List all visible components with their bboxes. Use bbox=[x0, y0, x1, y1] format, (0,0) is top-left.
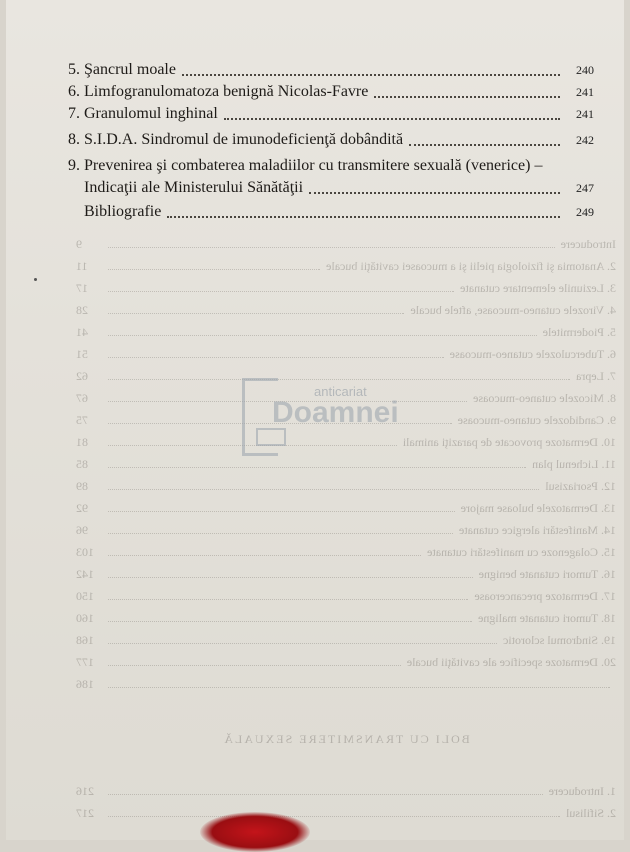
book-icon bbox=[256, 428, 286, 446]
toc-entry-title: 7. Granulomul inghinal bbox=[68, 105, 218, 122]
ghost-line bbox=[76, 252, 616, 274]
ghost-leader-dots bbox=[108, 291, 454, 292]
ghost-leader-dots bbox=[108, 269, 320, 270]
ghost-line bbox=[76, 516, 616, 538]
red-object bbox=[200, 812, 310, 852]
toc-entry-title-line1: 9. Prevenirea şi combaterea maladiilor cu transmitere sexuală (venerice) – bbox=[68, 157, 543, 174]
toc-entry bbox=[68, 58, 594, 80]
ghost-leader-dots bbox=[108, 511, 455, 512]
ghost-line-title: 5. Piodermitele bbox=[542, 325, 616, 339]
ghost-line-title: 7. Lepra bbox=[576, 369, 616, 383]
ghost-line bbox=[76, 318, 616, 340]
toc-entry-title: 6. Limfogranulomatoza benignă Nicolas-Favre bbox=[68, 83, 369, 100]
ghost-line-title: 11. Lichenul plan bbox=[532, 457, 616, 471]
ghost-line-page: 168 bbox=[76, 633, 94, 647]
toc-entry-page: 242 bbox=[576, 133, 594, 147]
ghost-line-title: 4. Virozele cutaneo-mucoase, aftele bucale bbox=[410, 303, 616, 317]
ghost-line-page: 186 bbox=[76, 677, 94, 691]
ghost-line bbox=[76, 799, 616, 821]
toc-entry-line-2 bbox=[68, 176, 594, 198]
leader-dots bbox=[309, 191, 560, 194]
ghost-line bbox=[76, 340, 616, 362]
toc-entry-page: 247 bbox=[576, 181, 594, 195]
toc-entry-page: 249 bbox=[576, 205, 594, 219]
ghost-line bbox=[76, 274, 616, 296]
toc-entry-title: 5. Şancrul moale bbox=[68, 61, 176, 78]
ghost-line bbox=[76, 582, 616, 604]
ghost-leader-dots bbox=[108, 599, 468, 600]
watermark-main-text: Doamnei bbox=[272, 396, 399, 429]
toc-entry-page: 241 bbox=[576, 107, 594, 121]
ghost-leader-dots bbox=[108, 335, 537, 336]
ghost-line-title: 12. Psoriazisul bbox=[545, 479, 616, 493]
ghost-line-title: 17. Dermatoze precanceroase bbox=[474, 589, 616, 603]
ghost-line-title: 2. Anatomia şi fiziologia pielii şi a mucoasei cavităţii bucale bbox=[326, 259, 616, 273]
ghost-line-title: 16. Tumori cutanate benigne bbox=[478, 567, 616, 581]
ghost-line-page: 28 bbox=[76, 303, 88, 317]
ghost-line-title: 3. Leziunile elementare cutanate bbox=[460, 281, 616, 295]
page-speck bbox=[34, 278, 37, 281]
ghost-line-title: 6. Tuberculozele cutaneo-mucoase bbox=[449, 347, 616, 361]
ghost-leader-dots bbox=[108, 687, 610, 688]
ghost-line bbox=[76, 648, 616, 670]
ghost-line-page: 150 bbox=[76, 589, 94, 603]
ghost-line bbox=[76, 230, 616, 252]
ghost-leader-dots bbox=[108, 816, 560, 817]
leader-dots bbox=[374, 95, 560, 98]
ghost-line-page: 11 bbox=[76, 259, 88, 273]
ghost-line-page: 9 bbox=[76, 237, 82, 251]
ghost-line-page: 96 bbox=[76, 523, 88, 537]
toc-entry-title: Bibliografie bbox=[84, 203, 162, 220]
ghost-line-title: 19. Sindromul sclorotic bbox=[503, 633, 616, 647]
ghost-line-page: 216 bbox=[76, 784, 94, 798]
ghost-line bbox=[76, 538, 616, 560]
leader-dots bbox=[182, 73, 560, 76]
toc-entry-page: 241 bbox=[576, 85, 594, 99]
toc-entry-page: 240 bbox=[576, 63, 594, 77]
toc-entry bbox=[68, 124, 594, 150]
ghost-line-page: 103 bbox=[76, 545, 94, 559]
ghost-line-page: 81 bbox=[76, 435, 88, 449]
ghost-line-title: 18. Tumori cutanate maligne bbox=[478, 611, 616, 625]
ghost-line bbox=[76, 296, 616, 318]
toc-entry bbox=[68, 102, 594, 124]
ghost-line-title: 13. Dermatozele buloase majore bbox=[460, 501, 616, 515]
ghost-leader-dots bbox=[108, 577, 473, 578]
ghost-line-page: 177 bbox=[76, 655, 94, 669]
bleed-through-text bbox=[76, 230, 616, 821]
ghost-line-title: 2. Sifilisul bbox=[565, 806, 616, 820]
ghost-line-page: 217 bbox=[76, 806, 94, 820]
ghost-line-page: 85 bbox=[76, 457, 88, 471]
toc-entry-line-1 bbox=[68, 156, 594, 176]
ghost-line-title: 15. Colagenoze cu manifestări cutanate bbox=[427, 545, 616, 559]
ghost-leader-dots bbox=[108, 533, 453, 534]
ghost-line-title: 10. Dermatoze provocate de paraziţi animali bbox=[402, 435, 616, 449]
ghost-line-title: 9. Candidozele cutaneo-mucoase bbox=[457, 413, 616, 427]
ghost-leader-dots bbox=[108, 621, 472, 622]
toc-entry bbox=[68, 80, 594, 102]
ghost-line bbox=[76, 777, 616, 799]
ghost-line-page: 17 bbox=[76, 281, 88, 295]
ghost-leader-dots bbox=[108, 489, 539, 490]
ghost-line bbox=[76, 604, 616, 626]
ghost-leader-dots bbox=[108, 794, 543, 795]
ghost-line-page: 62 bbox=[76, 369, 88, 383]
ghost-line-title: 8. Micozele cutaneo-mucoase bbox=[473, 391, 616, 405]
ghost-leader-dots bbox=[108, 643, 497, 644]
ghost-line-page: 89 bbox=[76, 479, 88, 493]
book-page bbox=[6, 0, 624, 840]
ghost-line bbox=[76, 560, 616, 582]
ghost-heading: BOLI CU TRANSMITERE SEXUALĂ bbox=[222, 732, 470, 746]
toc-entry-title: 8. S.I.D.A. Sindromul de imunodeficienţă dobândită bbox=[68, 131, 404, 148]
ghost-line-page: 67 bbox=[76, 391, 88, 405]
anticariat-watermark bbox=[242, 378, 412, 462]
table-of-contents bbox=[68, 58, 594, 222]
ghost-line-title: 20. Dermatoze specifice ale cavităţii bucale bbox=[406, 655, 616, 669]
ghost-leader-dots bbox=[108, 665, 401, 666]
ghost-line-page: 142 bbox=[76, 567, 94, 581]
toc-entry-title-line2: Indicaţii ale Ministerului Sănătăţii bbox=[84, 179, 304, 196]
toc-entry-multiline bbox=[68, 156, 594, 198]
ghost-line-title: 1. Introducere bbox=[548, 784, 616, 798]
ghost-line-page: 41 bbox=[76, 325, 88, 339]
ghost-line bbox=[76, 670, 616, 692]
ghost-line bbox=[76, 494, 616, 516]
ghost-leader-dots bbox=[108, 555, 421, 556]
leader-dots bbox=[167, 215, 560, 218]
toc-entry bbox=[68, 198, 594, 222]
ghost-line-page: 51 bbox=[76, 347, 88, 361]
ghost-line-page: 75 bbox=[76, 413, 88, 427]
leader-dots bbox=[224, 117, 560, 120]
ghost-leader-dots bbox=[108, 467, 526, 468]
ghost-line bbox=[76, 472, 616, 494]
ghost-line-title: 14. Manifestări alergice cutanate bbox=[458, 523, 616, 537]
leader-dots bbox=[409, 143, 560, 146]
ghost-leader-dots bbox=[108, 357, 444, 358]
ghost-line-page: 160 bbox=[76, 611, 94, 625]
ghost-line-title: Introducere bbox=[560, 237, 616, 251]
watermark-top-text: anticariat bbox=[314, 384, 367, 399]
ghost-leader-dots bbox=[108, 247, 555, 248]
ghost-leader-dots bbox=[108, 313, 404, 314]
ghost-line bbox=[76, 626, 616, 648]
ghost-line-page: 92 bbox=[76, 501, 88, 515]
